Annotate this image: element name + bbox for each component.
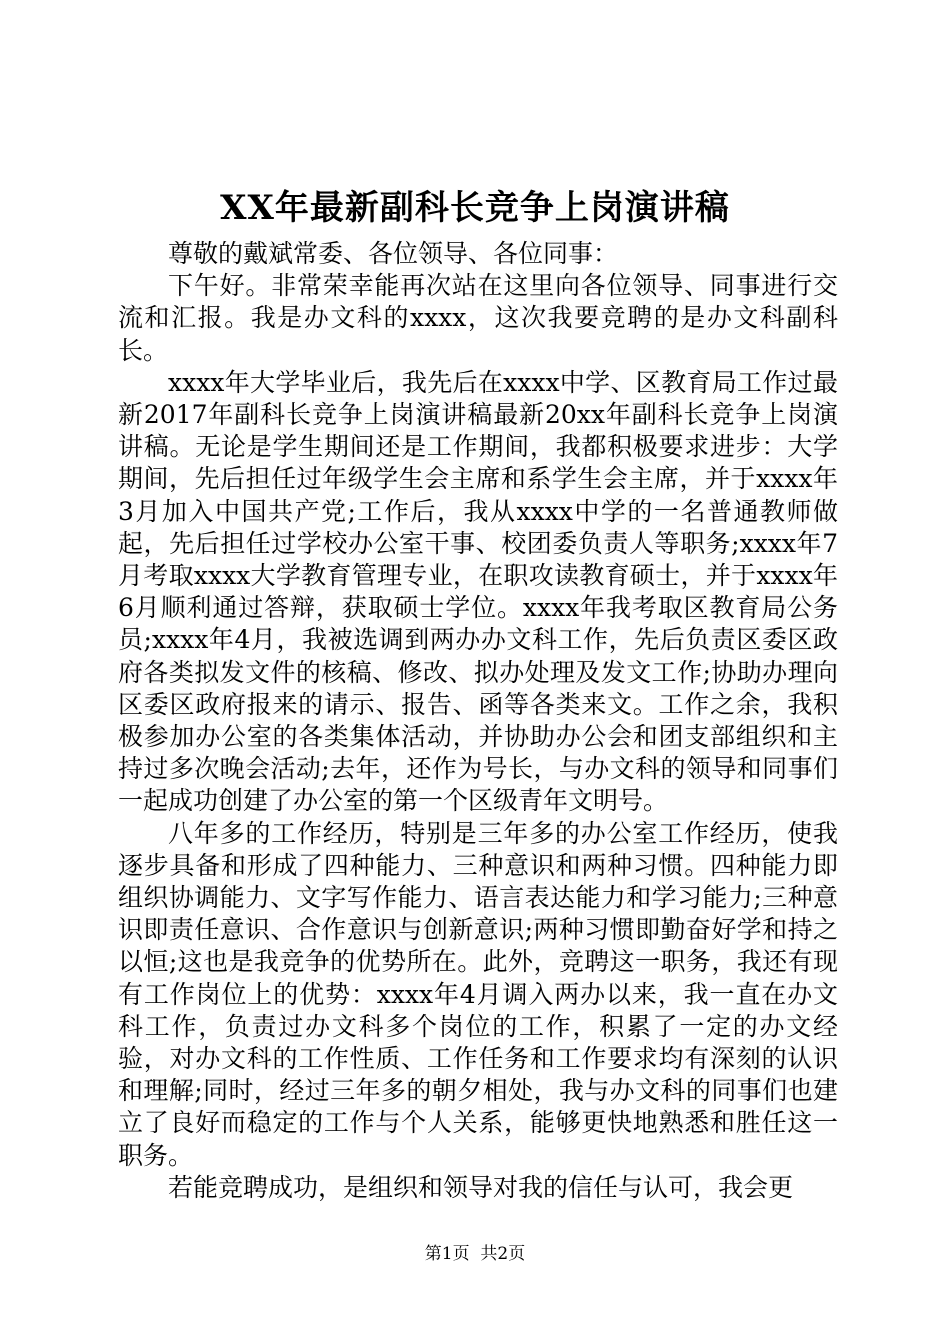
document-title: XX年最新副科长竞争上岗演讲稿 <box>220 188 730 228</box>
paragraph-greeting: 下午好。非常荣幸能再次站在这里向各位领导、同事进行交流和汇报。我是办文科的xxxx，这次我要竞聘的是办文科副科长。 <box>118 271 838 365</box>
paragraph-salutation: 尊敬的戴斌常委、各位领导、各位同事： <box>168 239 619 268</box>
page-footer <box>0 1242 950 1266</box>
paragraph-commitment: 若能竞聘成功，是组织和领导对我的信任与认可，我会更 <box>168 1172 794 1202</box>
page-total: 共2页 <box>480 1244 526 1264</box>
paragraph-experience: xxxx年大学毕业后，我先后在xxxx中学、区教育局工作过最新2017年副科长竞争上岗演讲稿最新20xx年副科长竞争上岗演讲稿。无论是学生期间还是工作期间，我都积极要求进步：大学期间，先后担任过年级学生会主席和系学生会主席，并于xxxx年3月加入中国共产党;工作后，我从xxxx中学的一名普通教师做起，先后担任过学校办公室干事、校团委负责人等职务;xxxx年7月考取xxxx大学教育管理专业，在职攻读教育硕士，并于xxxx年6月顺利通过答辩，获取硕士学位。xxxx年我考取区教育局公务员;xxxx年4月，我被选调到两办办文科工作，先后负责区委区政府各类拟发文件的核稿、修改、拟办处理及发文工作;协助办理向区委区政府报来的请示、报告、函等各类来文。工作之余，我积极参加办公室的各类集体活动，并协助办公会和团支部组织和主持过多次晚会活动;去年，还作为号长，与办文科的领导和同事们一起成功创建了办公室的第一个区级青年文明号。 <box>118 367 838 816</box>
paragraph-strengths: 八年多的工作经历，特别是三年多的办公室工作经历，使我逐步具备和形成了四种能力、三种意识和两种习惯。四种能力即组织协调能力、文字写作能力、语言表达能力和学习能力;三种意识即责任意识、合作意识与创新意识;两种习惯即勤奋好学和持之以恒;这也是我竞争的优势所在。此外，竞聘这一职务，我还有现有工作岗位上的优势：xxxx年4月调入两办以来，我一直在办文科工作，负责过办文科多个岗位的工作，积累了一定的办文经验，对办文科的工作性质、工作任务和工作要求均有深刻的认识和理解;同时，经过三年多的朝夕相处，我与办文科的同事们也建立了良好而稳定的工作与个人关系，能够更快地熟悉和胜任这一职务。 <box>118 818 838 1170</box>
page-number: 第1页 <box>424 1244 470 1264</box>
document-body <box>118 238 838 1204</box>
